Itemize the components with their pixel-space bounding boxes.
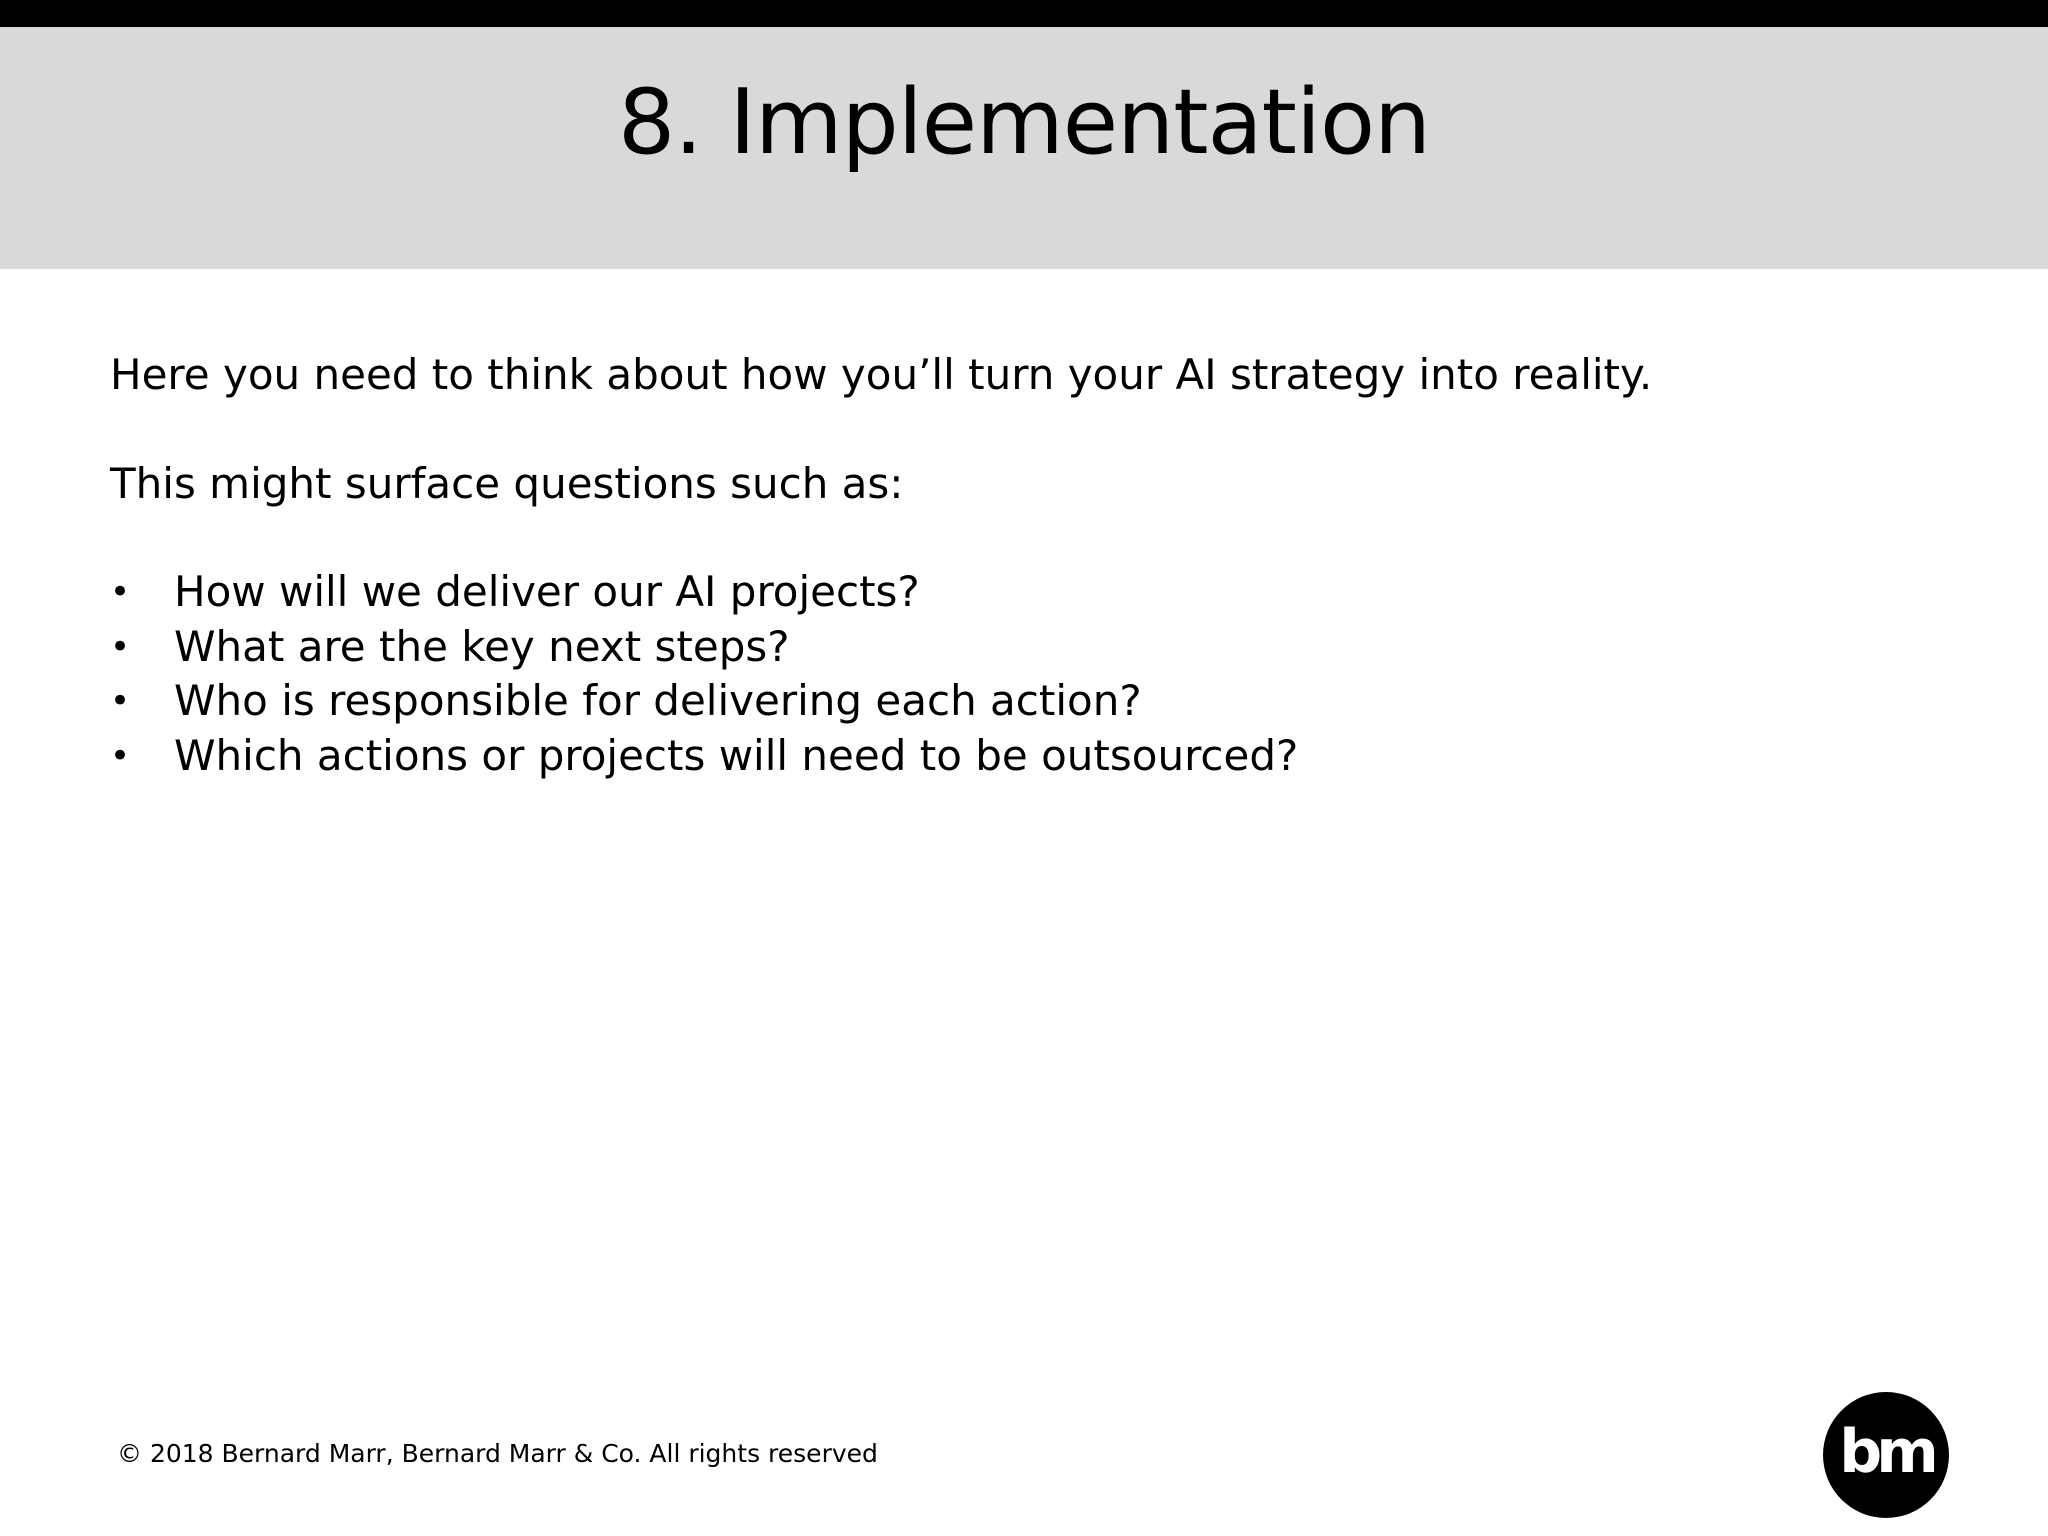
list-item-text: How will we deliver our AI projects? <box>174 567 920 616</box>
list-item <box>110 729 1298 784</box>
list-item-text: Which actions or projects will need to be outsourced? <box>174 730 1299 780</box>
copyright-text: © 2018 Bernard Marr, Bernard Marr & Co. All rights reserved <box>117 1439 878 1468</box>
bullet-icon: • <box>110 681 131 721</box>
bm-logo-icon <box>1823 1392 1949 1518</box>
list-item <box>110 620 1298 675</box>
bullet-icon: • <box>110 626 131 667</box>
logo-text: bm <box>1839 1417 1933 1487</box>
bullet-icon: • <box>110 735 131 776</box>
question-list <box>110 565 1298 783</box>
top-bar <box>0 0 2048 27</box>
lead-text: This might surface questions such as: <box>110 459 904 508</box>
intro-text: Here you need to think about how you’ll turn your AI strategy into reality. <box>110 350 1653 399</box>
list-item <box>110 674 1298 729</box>
list-item <box>110 565 1298 620</box>
bullet-icon: • <box>110 572 131 612</box>
slide-title: 8. Implementation <box>617 70 1431 175</box>
list-item-text: What are the key next steps? <box>174 621 790 671</box>
list-item-text: Who is responsible for delivering each action? <box>174 676 1142 725</box>
